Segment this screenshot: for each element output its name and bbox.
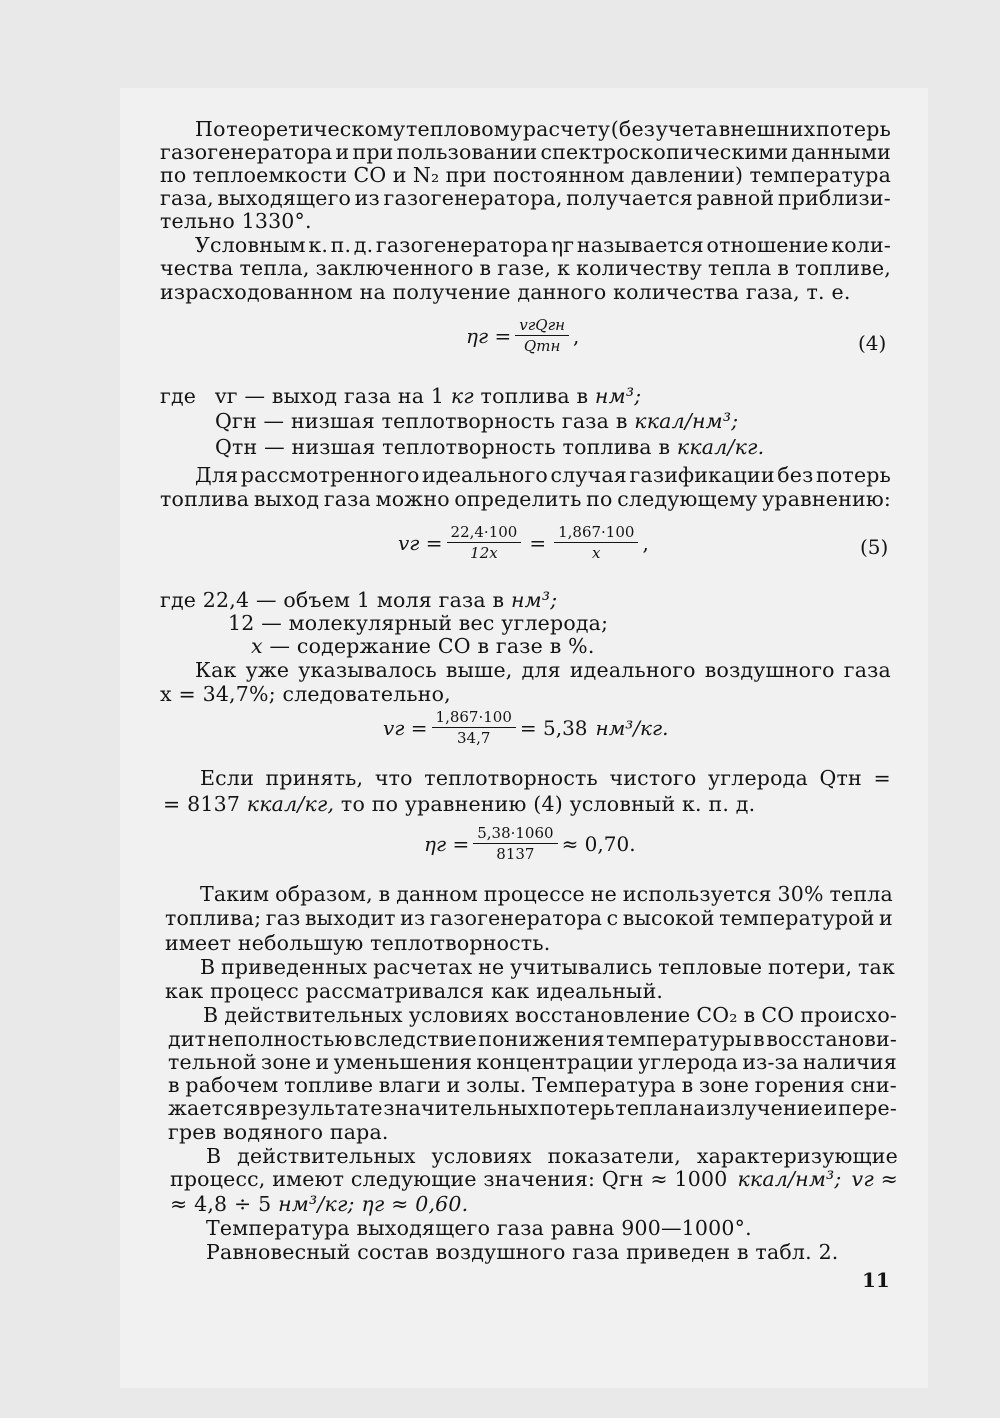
word: уменьшения [333, 1050, 473, 1074]
eq-lhs: ηг = [466, 323, 512, 348]
word: отношение [706, 233, 829, 257]
word: постоянном [492, 163, 625, 187]
text-line: x = 34,7%; следовательно, [160, 682, 451, 706]
word: при [445, 163, 487, 187]
word: указывалось [298, 658, 437, 682]
word: из-за [742, 1050, 799, 1074]
text-line [163, 792, 755, 816]
word: д. [353, 233, 374, 257]
text-line [170, 1167, 898, 1191]
text-span-italic: нм³/кг; [278, 1192, 355, 1216]
word: на [679, 1096, 706, 1120]
word: выходящего [217, 186, 352, 210]
word: дит [168, 1027, 207, 1051]
text-span: Qтн — низшая теплотворность топлива в [215, 435, 671, 459]
text-line [170, 1192, 468, 1216]
word: к [557, 256, 571, 280]
word: Как [195, 658, 237, 682]
word: газ [265, 906, 301, 930]
word: при [352, 140, 394, 164]
text-span-italic: кг [450, 384, 474, 408]
text-line: 12 — молекулярный вес углерода; [228, 611, 609, 635]
text-span: — содержание СО в газе в %. [269, 634, 595, 658]
word: жается [168, 1096, 249, 1120]
word: газогенератора [375, 233, 549, 257]
word: выше, [445, 658, 513, 682]
word: действительных [224, 1003, 403, 1027]
word: коли- [831, 233, 891, 257]
word: ηг [550, 233, 575, 257]
fraction-denominator: Qтн [523, 337, 561, 355]
text-line: грев водяного пара. [168, 1120, 389, 1144]
text-line: Равновесный состав воздушного газа приведен в табл. 2. [206, 1240, 839, 1264]
text-line: как процесс рассматривался как идеальный. [165, 979, 664, 1003]
word: и [823, 1096, 838, 1120]
equation-6 [383, 708, 668, 747]
word: (без [610, 117, 656, 141]
word: условиях [408, 1003, 509, 1027]
text-span: процесс, имеют следующие значения: Qгн ≈ 1000 [170, 1167, 728, 1191]
word: СО [353, 163, 387, 187]
word: потерь [816, 463, 891, 487]
text-line [168, 1050, 897, 1074]
word: температурой [719, 906, 875, 930]
word: потери, [768, 955, 853, 979]
word: излучение [706, 1096, 823, 1120]
word: золы. [466, 1073, 527, 1097]
eq-rhs: ≈ 0,70. [561, 831, 636, 856]
text-span-italic: ккал/нм³; [634, 409, 739, 433]
word: углерода [708, 766, 808, 790]
eq-lhs: vг = [383, 715, 428, 740]
word: результате [261, 1096, 383, 1120]
text-line [160, 487, 891, 511]
word: топлива [160, 487, 250, 511]
fraction-denominator: 34,7 [457, 729, 491, 747]
word: приведенных [221, 955, 368, 979]
fraction [473, 824, 557, 863]
word: газификации [629, 463, 775, 487]
text-span-italic: ηг ≈ 0,60. [361, 1192, 469, 1216]
word: и [392, 163, 407, 187]
word: температуры [606, 1027, 752, 1051]
word: значительных [383, 1096, 540, 1120]
eq-lhs: vг = [398, 530, 443, 555]
word: и [315, 1050, 330, 1074]
word: данном [396, 882, 478, 906]
word: получается [566, 186, 693, 210]
word: с [606, 906, 619, 930]
text-line [251, 634, 595, 658]
fraction-denominator: 12x [470, 544, 498, 562]
word: температура [749, 163, 891, 187]
text-line [200, 766, 891, 790]
text-span-italic: нм³; [510, 588, 558, 612]
text-line [206, 1144, 898, 1168]
text-span: vг — выход газа на 1 [215, 384, 445, 408]
word: расчету [522, 117, 611, 141]
word: потерь [815, 117, 891, 141]
fraction [447, 523, 522, 562]
text-line [215, 384, 641, 408]
word: Qтн [819, 766, 862, 790]
word: зоне [261, 1050, 312, 1074]
text-line [168, 1027, 897, 1051]
word: уравнению: [762, 487, 891, 511]
word: данными [791, 140, 891, 164]
word: определить [454, 487, 582, 511]
text-span: Qгн — низшая теплотворность газа в [215, 409, 628, 433]
text-line: израсходованном на получение данного количества газа, т. е. [160, 280, 851, 304]
text-line: тельно 1330°. [160, 209, 312, 233]
word: рабочем [185, 1073, 279, 1097]
text-line [168, 1073, 897, 1097]
equation-number: (5) [860, 535, 889, 559]
word: учета [655, 117, 719, 141]
word: тепла [829, 882, 893, 906]
word: случая [550, 463, 627, 487]
text-line [160, 140, 891, 164]
text-span: то по уравнению (4) условный к. п. д. [340, 792, 756, 816]
word: потерь [539, 1096, 615, 1120]
word: тепла, [239, 256, 310, 280]
text-span: ≈ 4,8 ÷ 5 [170, 1192, 272, 1216]
text-span-italic: ккал/кг. [676, 435, 765, 459]
text-line [195, 233, 891, 257]
word: вследствие [353, 1027, 477, 1051]
word: равной [696, 186, 775, 210]
word: выход [253, 487, 320, 511]
eq-lhs: ηг = [424, 831, 470, 856]
word: заключенного [315, 256, 474, 280]
word: пере- [838, 1096, 897, 1120]
word: 30% [777, 882, 824, 906]
word: концентрации [476, 1050, 634, 1074]
word: Температура [532, 1073, 676, 1097]
word: в [681, 1073, 694, 1097]
word: В [203, 1003, 219, 1027]
word: горения [754, 1073, 845, 1097]
word: выходит [304, 906, 396, 930]
word: неполностью [207, 1027, 353, 1051]
word: в [753, 1027, 765, 1051]
word: топливе, [795, 256, 891, 280]
word: и [879, 906, 893, 930]
word: процессе [483, 882, 585, 906]
word: тепла [615, 1096, 679, 1120]
word: понижения [478, 1027, 605, 1051]
text-span-italic: vг ≈ [851, 1167, 898, 1191]
word: зоне [698, 1073, 750, 1097]
word: сни- [850, 1073, 897, 1097]
word: не [590, 882, 617, 906]
word: высокой [622, 906, 715, 930]
fraction [554, 523, 638, 562]
text-line: имеет небольшую теплотворность. [165, 931, 551, 955]
eq-tail: , [573, 323, 580, 348]
word: тепловому [406, 117, 523, 141]
word: называется [576, 233, 704, 257]
word: газа [323, 487, 371, 511]
text-line [160, 163, 891, 187]
text-line [195, 463, 891, 487]
word: п. [330, 233, 352, 257]
word: восстанови- [766, 1027, 897, 1051]
word: По [195, 117, 226, 141]
word: восстановление [514, 1003, 691, 1027]
word: СО₂ [696, 1003, 738, 1027]
word: Для [195, 463, 239, 487]
text-span-italic: нм³; [594, 384, 642, 408]
word: и [335, 140, 350, 164]
word: из [354, 186, 380, 210]
word: в [743, 1003, 756, 1027]
word: в [479, 256, 492, 280]
word: газогенератора [429, 906, 603, 930]
text-line [160, 256, 891, 280]
eq-rhs: = 5,38 [519, 715, 588, 740]
word: газа [843, 658, 891, 682]
word: газа, [160, 186, 214, 210]
word: для [521, 658, 561, 682]
fraction-numerator: 1,867·100 [554, 523, 638, 543]
word: тепловые [658, 955, 763, 979]
word: N₂ [412, 163, 440, 187]
word: в [168, 1073, 180, 1097]
text-span: где 22,4 — объем 1 моля газа в [160, 588, 505, 612]
word: топлива; [165, 906, 262, 930]
text-line [160, 186, 891, 210]
text-line [215, 409, 738, 433]
eq-unit: нм³/кг. [595, 715, 669, 740]
word: влаги [378, 1073, 441, 1097]
word: количеству [576, 256, 703, 280]
word: принять, [265, 766, 364, 790]
word: по [586, 487, 613, 511]
word: тепла [708, 256, 772, 280]
word: идеального [422, 463, 548, 487]
text-line: где [160, 384, 197, 408]
fraction-denominator: 8137 [496, 845, 535, 863]
word: в [777, 256, 790, 280]
text-line: Температура выходящего газа равна 900—1000°. [206, 1216, 752, 1240]
word: Условным [195, 233, 306, 257]
word: по [160, 163, 187, 187]
word: газогенератора, [383, 186, 563, 210]
word: СО [761, 1003, 795, 1027]
fraction [432, 708, 516, 747]
word: образом, [275, 882, 373, 906]
fraction-numerator: 22,4·100 [447, 523, 522, 543]
text-span-italic: x [251, 634, 263, 658]
word: теоретическому [226, 117, 406, 141]
word: условиях [431, 1144, 532, 1168]
text-line [195, 658, 891, 682]
word: идеального [569, 658, 696, 682]
text-line [165, 906, 893, 930]
word: учитывались [510, 955, 653, 979]
word: используется [622, 882, 772, 906]
word: внешних [718, 117, 816, 141]
fraction-numerator: 5,38·1060 [473, 824, 557, 844]
word: что [374, 766, 413, 790]
word: расчетах [373, 955, 473, 979]
word: наличия [802, 1050, 897, 1074]
text-line [160, 588, 557, 612]
text-line [215, 435, 764, 459]
fraction-denominator: x [592, 544, 601, 562]
word: спектроскопическими [540, 140, 789, 164]
word: теплотворность [424, 766, 598, 790]
word: рассмотренного [240, 463, 420, 487]
word: Если [200, 766, 254, 790]
word: давлении) [630, 163, 744, 187]
word: не [478, 955, 505, 979]
word: в [248, 1096, 261, 1120]
word: приблизи- [777, 186, 891, 210]
word: без [777, 463, 814, 487]
text-line [200, 882, 893, 906]
word: теплоемкости [192, 163, 348, 187]
fraction [515, 316, 569, 355]
word: Таким [200, 882, 270, 906]
word: тельной [168, 1050, 257, 1074]
text-span-italic: ккал/кг, [246, 792, 335, 816]
equation-4 [466, 316, 579, 355]
word: в [378, 882, 391, 906]
word: газогенератора [160, 140, 333, 164]
text-line [195, 117, 891, 141]
text-span: топлива в [480, 384, 589, 408]
word: топливе [284, 1073, 374, 1097]
word: пользовании [396, 140, 538, 164]
text-line [203, 1003, 897, 1027]
page-number: 11 [862, 1268, 890, 1292]
word: можно [375, 487, 450, 511]
word: газе, [497, 256, 552, 280]
eq-tail: , [642, 530, 649, 555]
equation-7 [424, 824, 636, 863]
word: чистого [609, 766, 697, 790]
text-span: = 8137 [163, 792, 241, 816]
word: так [857, 955, 895, 979]
word: из [400, 906, 426, 930]
equation-5 [398, 523, 649, 562]
text-line [168, 1096, 897, 1120]
word: характеризующие [696, 1144, 898, 1168]
equation-number: (4) [858, 331, 887, 355]
eq-equals: = [529, 530, 547, 555]
word: действительных [237, 1144, 416, 1168]
word: происхо- [800, 1003, 897, 1027]
word: В [206, 1144, 222, 1168]
word: = [873, 766, 891, 790]
word: следующему [617, 487, 758, 511]
word: к. [308, 233, 329, 257]
word: и [446, 1073, 461, 1097]
word: показатели, [547, 1144, 681, 1168]
fraction-numerator: 1,867·100 [432, 708, 516, 728]
text-line [200, 955, 895, 979]
word: воздушного [704, 658, 835, 682]
word: уже [245, 658, 290, 682]
fraction-numerator: vгQгн [515, 316, 569, 336]
word: углерода [638, 1050, 738, 1074]
text-span-italic: ккал/нм³; [737, 1167, 842, 1191]
word: В [200, 955, 216, 979]
word: чества [160, 256, 234, 280]
